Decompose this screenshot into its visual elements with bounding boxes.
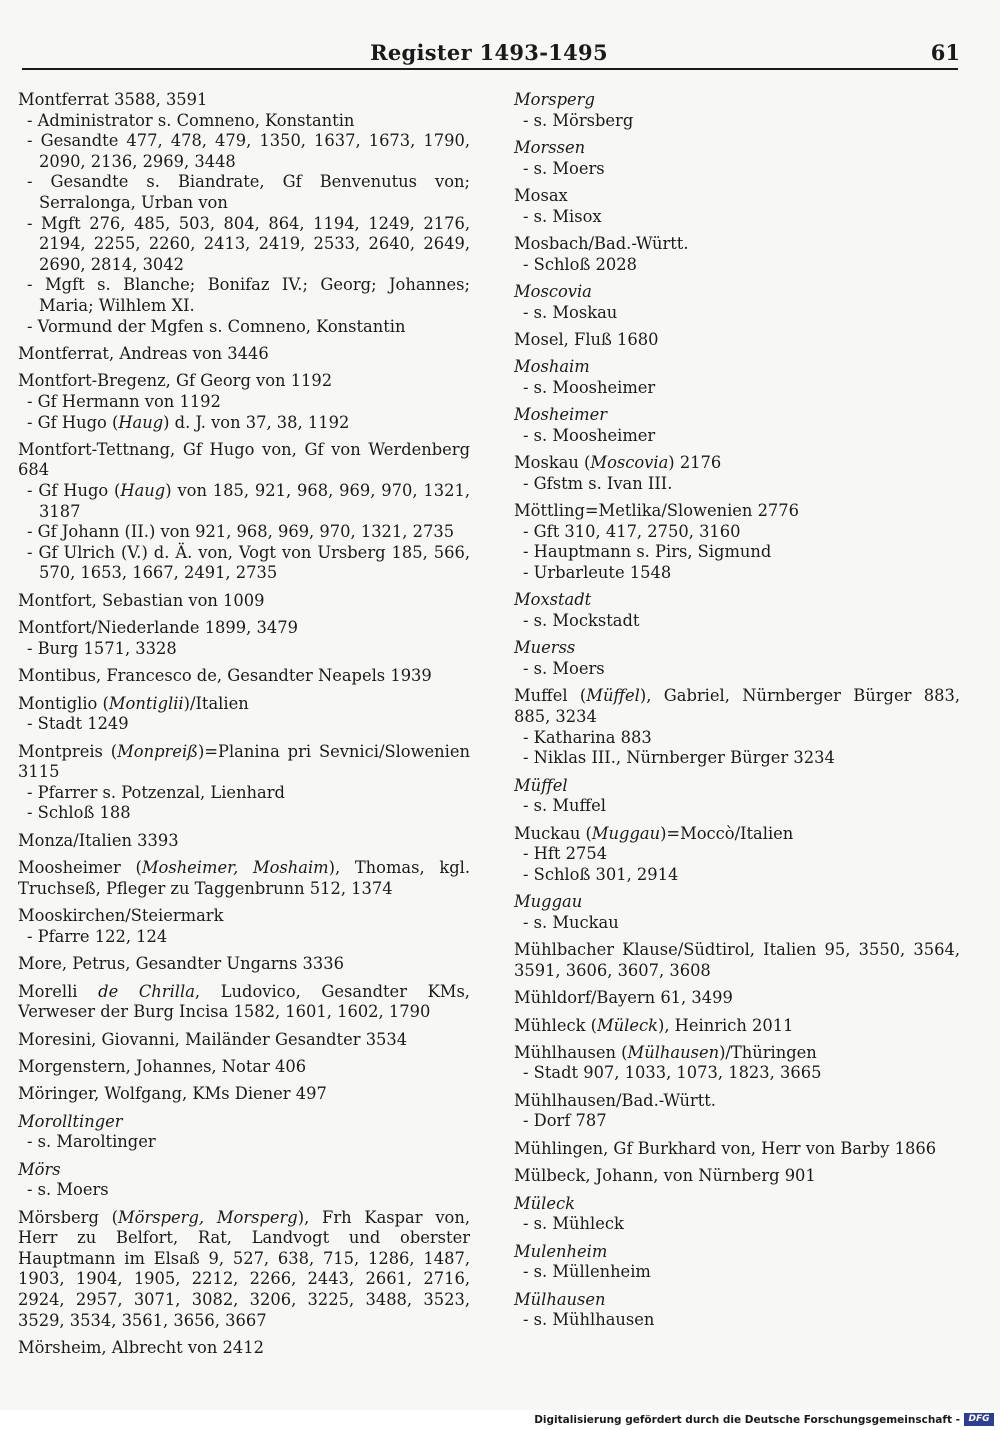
entry-subitem xyxy=(514,913,960,934)
italic-text: Mörs xyxy=(18,1159,61,1179)
entry-subitem xyxy=(514,1063,960,1084)
index-entry xyxy=(514,1194,960,1235)
text-run: Mühlbacher Klause/Südtirol, Italien 95, 3550, 3564, 3591, 3606, 3607, 3608 xyxy=(514,940,960,980)
index-entry xyxy=(514,357,960,398)
entry-subitem xyxy=(514,563,960,584)
entry-heading xyxy=(18,618,470,639)
index-entry xyxy=(514,1166,960,1187)
index-entry xyxy=(18,1208,470,1332)
entry-subitem xyxy=(18,1132,470,1153)
text-run: - Mgft s. Blanche; Bonifaz IV.; Georg; Johannes; Maria; Wilhlem XI. xyxy=(27,275,470,315)
entry-heading xyxy=(514,330,960,351)
text-run: - Gft 310, 417, 2750, 3160 xyxy=(523,521,741,541)
entry-subitem xyxy=(514,611,960,632)
text-run: - Burg 1571, 3328 xyxy=(27,638,177,658)
text-run: - Gesandte 477, 478, 479, 1350, 1637, 1673, 1790, 2090, 2136, 2969, 3448 xyxy=(27,131,470,171)
entry-subitem xyxy=(514,865,960,886)
entry-subitem xyxy=(514,659,960,680)
entry-subitem xyxy=(18,1180,470,1201)
entry-heading xyxy=(514,1016,960,1037)
index-entry xyxy=(514,892,960,933)
index-entry xyxy=(514,330,960,351)
entry-subitem xyxy=(18,172,470,213)
text-run: - Schloß 2028 xyxy=(523,254,637,274)
entry-subitem xyxy=(18,783,470,804)
entry-heading xyxy=(514,453,960,474)
text-run: , Ludovico, Gesandter KMs, Verweser der Burg Incisa 1582, 1601, 1602, 1790 xyxy=(18,981,470,1022)
italic-text: Müleck xyxy=(514,1193,575,1213)
text-run: - Dorf 787 xyxy=(523,1111,607,1131)
italic-text: de Chrilla xyxy=(98,981,195,1001)
entry-heading xyxy=(514,1139,960,1160)
entry-heading xyxy=(514,1091,960,1112)
italic-text: Moscovia xyxy=(590,453,669,473)
text-run: Mühlingen, Gf Burkhard von, Herr von Barby 1866 xyxy=(514,1138,937,1158)
text-run: - s. Mühlhausen xyxy=(523,1310,655,1330)
footer-credit: Digitalisierung gefördert durch die Deutsche Forschungsgemeinschaft - xyxy=(534,1414,960,1426)
text-run: - Pfarrer s. Potzenzal, Lienhard xyxy=(27,782,285,802)
entry-subitem xyxy=(18,522,470,543)
text-run: - s. Mörsberg xyxy=(523,110,634,130)
index-entry xyxy=(514,405,960,446)
index-entry xyxy=(514,1242,960,1283)
entry-heading xyxy=(18,954,470,975)
text-run: Morelli xyxy=(18,981,99,1001)
text-run: - Katharina 883 xyxy=(523,727,652,747)
italic-text: Moscovia xyxy=(514,281,592,301)
italic-text: Montiglii xyxy=(108,693,184,713)
text-run: Mooskirchen/Steiermark xyxy=(18,906,224,926)
text-run: More, Petrus, Gesandter Ungarns 3336 xyxy=(18,954,344,974)
entry-subitem xyxy=(514,728,960,749)
index-entry xyxy=(514,90,960,131)
entry-heading xyxy=(514,1043,960,1064)
entry-heading xyxy=(18,742,470,783)
entry-subitem xyxy=(18,543,470,584)
text-run: Montfort/Niederlande 1899, 3479 xyxy=(18,618,298,638)
entry-subitem xyxy=(514,378,960,399)
entry-subitem xyxy=(514,1214,960,1235)
index-entry xyxy=(18,591,470,612)
entry-heading xyxy=(514,138,960,159)
text-run: Monza/Italien 3393 xyxy=(18,830,179,850)
entry-subitem xyxy=(514,207,960,228)
text-run: - s. Moosheimer xyxy=(523,425,656,445)
text-run: ), Heinrich 2011 xyxy=(657,1015,794,1035)
index-entry xyxy=(514,453,960,494)
italic-text: Morssen xyxy=(514,137,586,157)
text-run: ) 2176 xyxy=(668,453,722,473)
entry-heading xyxy=(18,694,470,715)
text-run: )=Planina pri Sevnici/Slowenien 3115 xyxy=(18,741,470,782)
text-run: - s. Moers xyxy=(27,1180,109,1200)
text-run: - Gf Johann (II.) von 921, 968, 969, 970, 1321, 2735 xyxy=(27,522,455,542)
index-entry xyxy=(18,906,470,947)
entry-heading xyxy=(514,501,960,522)
entry-heading xyxy=(18,1030,470,1051)
index-entry xyxy=(18,858,470,899)
entry-heading xyxy=(514,892,960,913)
text-run: - Vormund der Mgfen s. Comneno, Konstantin xyxy=(27,316,406,336)
entry-heading xyxy=(514,1242,960,1263)
italic-text: Moshaim xyxy=(514,357,590,377)
index-entry xyxy=(18,1030,470,1051)
text-run: )=Moccò/Italien xyxy=(660,823,794,843)
index-entry xyxy=(514,186,960,227)
entry-subitem xyxy=(514,426,960,447)
index-column-right xyxy=(514,90,960,1338)
entry-heading xyxy=(514,590,960,611)
text-run: Mühlhausen/Bad.-Württ. xyxy=(514,1090,716,1110)
entry-subitem xyxy=(514,159,960,180)
italic-text: Morsperg xyxy=(514,90,595,109)
index-entry xyxy=(514,1043,960,1084)
header-rule xyxy=(22,68,958,70)
text-run: Mosax xyxy=(514,185,568,205)
entry-subitem xyxy=(18,413,470,434)
text-run: - Pfarre 122, 124 xyxy=(27,926,168,946)
text-run: Morgenstern, Johannes, Notar 406 xyxy=(18,1056,307,1076)
entry-subitem xyxy=(514,1310,960,1331)
text-run: Mühldorf/Bayern 61, 3499 xyxy=(514,988,733,1008)
entry-subitem xyxy=(514,1262,960,1283)
entry-heading xyxy=(514,824,960,845)
entry-subitem xyxy=(18,392,470,413)
text-run: - s. Moers xyxy=(523,659,605,679)
text-run: Mörsheim, Albrecht von 2412 xyxy=(18,1338,264,1357)
index-entry xyxy=(18,954,470,975)
text-run: Moskau ( xyxy=(514,453,591,473)
text-run: - Schloß 188 xyxy=(27,803,131,823)
index-entry xyxy=(18,618,470,659)
entry-heading xyxy=(18,1084,470,1105)
text-run: - Gf Hugo ( xyxy=(27,412,119,432)
index-entry xyxy=(18,1084,470,1105)
index-entry xyxy=(18,742,470,824)
entry-subitem xyxy=(514,1111,960,1132)
entry-subitem xyxy=(514,844,960,865)
entry-subitem xyxy=(18,111,470,132)
text-run: )/Thüringen xyxy=(719,1042,817,1062)
text-run: - Stadt 907, 1033, 1073, 1823, 3665 xyxy=(523,1063,822,1083)
entry-heading xyxy=(514,186,960,207)
text-run: Mülbeck, Johann, von Nürnberg 901 xyxy=(514,1166,816,1186)
entry-subitem xyxy=(514,303,960,324)
text-run: ) d. J. von 37, 38, 1192 xyxy=(163,412,350,432)
entry-subitem xyxy=(18,214,470,276)
index-entry xyxy=(18,694,470,735)
text-run: Montiglio ( xyxy=(18,693,109,713)
text-run: Möttling=Metlika/Slowenien 2776 xyxy=(514,501,800,521)
text-run: - s. Muckau xyxy=(523,912,619,932)
italic-text: Mülhausen xyxy=(514,1289,606,1309)
entry-subitem xyxy=(514,522,960,543)
entry-subitem xyxy=(18,803,470,824)
text-run: ), Thomas, kgl. Truchseß, Pfleger zu Taggenbrunn 512, 1374 xyxy=(18,858,470,898)
text-run: Montfort, Sebastian von 1009 xyxy=(18,590,265,610)
entry-heading xyxy=(514,357,960,378)
text-run: - Hauptmann s. Pirs, Sigmund xyxy=(523,542,772,562)
entry-subitem xyxy=(18,481,470,522)
index-entry xyxy=(514,776,960,817)
index-entry xyxy=(514,1091,960,1132)
index-entry xyxy=(18,1160,470,1201)
entry-subitem xyxy=(514,796,960,817)
entry-heading xyxy=(514,1194,960,1215)
text-run: ), Frh Kaspar von, Herr zu Belfort, Rat, Landvogt und oberster Hauptmann im Elsaß 9, 527, 638, 715, 1286, 1487, 1903, 1904, 1905, 2212, 2266, 2443, 2661, 2716, 2924, 2957, 3071, 3082, 3206, 3225, 3488, 3523, 3529, 3534, 3561, 3656, 3667 xyxy=(18,1207,470,1330)
entry-subitem xyxy=(514,255,960,276)
italic-text: Mülhausen xyxy=(627,1042,720,1062)
text-run: - Niklas III., Nürnberger Bürger 3234 xyxy=(523,748,835,768)
entry-subitem xyxy=(18,714,470,735)
text-run: - Mgft 276, 485, 503, 804, 864, 1194, 1249, 2176, 2194, 2255, 2260, 2413, 2419, 2533, 2640, 2649, 2690, 2814, 3042 xyxy=(27,213,470,274)
index-entry xyxy=(18,1057,470,1078)
entry-heading xyxy=(18,831,470,852)
entry-heading xyxy=(514,988,960,1009)
entry-heading xyxy=(18,1338,470,1359)
index-entry xyxy=(18,1338,470,1359)
text-run: - s. Muffel xyxy=(523,796,606,816)
italic-text: Muggau xyxy=(591,823,661,843)
entry-heading xyxy=(514,1166,960,1187)
text-run: - Gesandte s. Biandrate, Gf Benvenutus von; Serralonga, Urban von xyxy=(27,172,470,212)
index-entry xyxy=(514,1139,960,1160)
entry-subitem xyxy=(18,275,470,316)
italic-text: Haug xyxy=(118,412,164,432)
page-title: Register 1493-1495 xyxy=(370,40,608,65)
entry-heading xyxy=(18,591,470,612)
dfg-logo: DFG xyxy=(964,1413,994,1426)
entry-heading xyxy=(514,1290,960,1311)
text-run: Mörsberg ( xyxy=(18,1207,119,1227)
entry-heading xyxy=(18,344,470,365)
entry-subitem xyxy=(18,317,470,338)
entry-heading xyxy=(514,686,960,727)
index-entry xyxy=(18,440,470,584)
italic-text: Mosheimer, Moshaim xyxy=(141,858,329,878)
index-entry xyxy=(18,982,470,1023)
entry-heading xyxy=(18,90,470,111)
index-entry xyxy=(514,138,960,179)
text-run: - Gf Hugo ( xyxy=(27,481,121,501)
entry-heading xyxy=(18,440,470,481)
index-entry xyxy=(514,1290,960,1331)
text-run: - s. Mühleck xyxy=(523,1214,624,1234)
italic-text: Muggau xyxy=(514,892,583,912)
text-run: - s. Misox xyxy=(523,206,602,226)
italic-text: Haug xyxy=(120,481,166,501)
text-run: Moosheimer ( xyxy=(18,858,142,878)
index-entry xyxy=(18,831,470,852)
entry-heading xyxy=(18,1208,470,1332)
text-run: Montfort-Bregenz, Gf Georg von 1192 xyxy=(18,371,333,391)
index-entry xyxy=(514,638,960,679)
entry-heading xyxy=(18,982,470,1023)
entry-heading xyxy=(18,1160,470,1181)
text-run: - Hft 2754 xyxy=(523,844,608,864)
text-run: Mühlhausen ( xyxy=(514,1042,628,1062)
index-entry xyxy=(514,501,960,583)
entry-heading xyxy=(18,666,470,687)
text-run: - s. Mockstadt xyxy=(523,611,640,631)
text-run: Moresini, Giovanni, Mailänder Gesandter 3534 xyxy=(18,1029,408,1049)
italic-text: Mörsperg, Morsperg xyxy=(118,1207,298,1227)
entry-subitem xyxy=(18,131,470,172)
text-run: Montpreis ( xyxy=(18,741,118,761)
entry-subitem xyxy=(514,542,960,563)
text-run: - Gf Hermann von 1192 xyxy=(27,391,221,411)
text-run: - Gf Ulrich (V.) d. Ä. von, Vogt von Ursberg 185, 566, 570, 1653, 1667, 2491, 2735 xyxy=(27,542,470,583)
index-entry xyxy=(18,666,470,687)
text-run: Mosel, Fluß 1680 xyxy=(514,329,659,349)
text-run: Mosbach/Bad.-Württ. xyxy=(514,233,689,253)
entry-subitem xyxy=(18,639,470,660)
entry-subitem xyxy=(514,748,960,769)
index-entry xyxy=(514,686,960,768)
text-run: - s. Müllenheim xyxy=(523,1262,651,1282)
index-entry xyxy=(514,234,960,275)
italic-text: Moxstadt xyxy=(514,590,592,610)
text-run: - s. Moosheimer xyxy=(523,377,656,397)
entry-heading xyxy=(514,776,960,797)
index-entry xyxy=(18,371,470,433)
entry-heading xyxy=(18,858,470,899)
entry-heading xyxy=(18,1057,470,1078)
text-run: )/Italien xyxy=(183,693,249,713)
italic-text: Müffel xyxy=(514,775,568,795)
italic-text: Monpreiß xyxy=(117,741,199,761)
footer-bar xyxy=(0,1410,1000,1430)
index-entry xyxy=(514,940,960,981)
text-run: - Gfstm s. Ivan III. xyxy=(523,473,673,493)
entry-heading xyxy=(514,90,960,111)
text-run: Muffel ( xyxy=(514,686,587,706)
entry-heading xyxy=(18,371,470,392)
text-run: - s. Moskau xyxy=(523,302,618,322)
text-run: Montferrat, Andreas von 3446 xyxy=(18,343,269,363)
italic-text: Mulenheim xyxy=(514,1241,608,1261)
text-run: - s. Maroltinger xyxy=(27,1132,156,1152)
text-run: Muckau ( xyxy=(514,823,592,843)
index-entry xyxy=(514,988,960,1009)
index-column-left xyxy=(18,90,470,1365)
italic-text: Müffel xyxy=(586,686,640,706)
index-entry xyxy=(18,344,470,365)
entry-heading xyxy=(514,282,960,303)
italic-text: Müleck xyxy=(597,1015,658,1035)
text-run: ), Gabriel, Nürnberger Bürger 883, 885, 3234 xyxy=(514,686,960,726)
text-run: Montibus, Francesco de, Gesandter Neapels 1939 xyxy=(18,666,432,686)
text-run: Montferrat 3588, 3591 xyxy=(18,90,208,109)
text-run: - Urbarleute 1548 xyxy=(523,563,672,583)
entry-subitem xyxy=(18,927,470,948)
index-entry xyxy=(514,590,960,631)
text-run: - s. Moers xyxy=(523,158,605,178)
entry-subitem xyxy=(514,474,960,495)
index-entry xyxy=(514,282,960,323)
index-entry xyxy=(514,1016,960,1037)
text-run: - Stadt 1249 xyxy=(27,714,129,734)
entry-heading xyxy=(514,638,960,659)
text-run: Montfort-Tettnang, Gf Hugo von, Gf von Werdenberg 684 xyxy=(18,439,470,480)
text-run: Möringer, Wolfgang, KMs Diener 497 xyxy=(18,1084,327,1104)
italic-text: Morolltinger xyxy=(18,1111,123,1131)
entry-heading xyxy=(18,1112,470,1133)
text-run: - Administrator s. Comneno, Konstantin xyxy=(27,110,355,130)
text-run: - Schloß 301, 2914 xyxy=(523,864,679,884)
index-entry xyxy=(18,90,470,337)
italic-text: Mosheimer xyxy=(514,405,608,425)
entry-heading xyxy=(514,940,960,981)
entry-subitem xyxy=(514,111,960,132)
text-run: ) von 185, 921, 968, 969, 970, 1321, 3187 xyxy=(39,481,470,521)
entry-heading xyxy=(18,906,470,927)
entry-heading xyxy=(514,234,960,255)
index-entry xyxy=(514,824,960,886)
page-number: 61 xyxy=(930,40,960,65)
index-entry xyxy=(18,1112,470,1153)
italic-text: Muerss xyxy=(514,638,576,658)
entry-heading xyxy=(514,405,960,426)
text-run: Mühleck ( xyxy=(514,1015,597,1035)
